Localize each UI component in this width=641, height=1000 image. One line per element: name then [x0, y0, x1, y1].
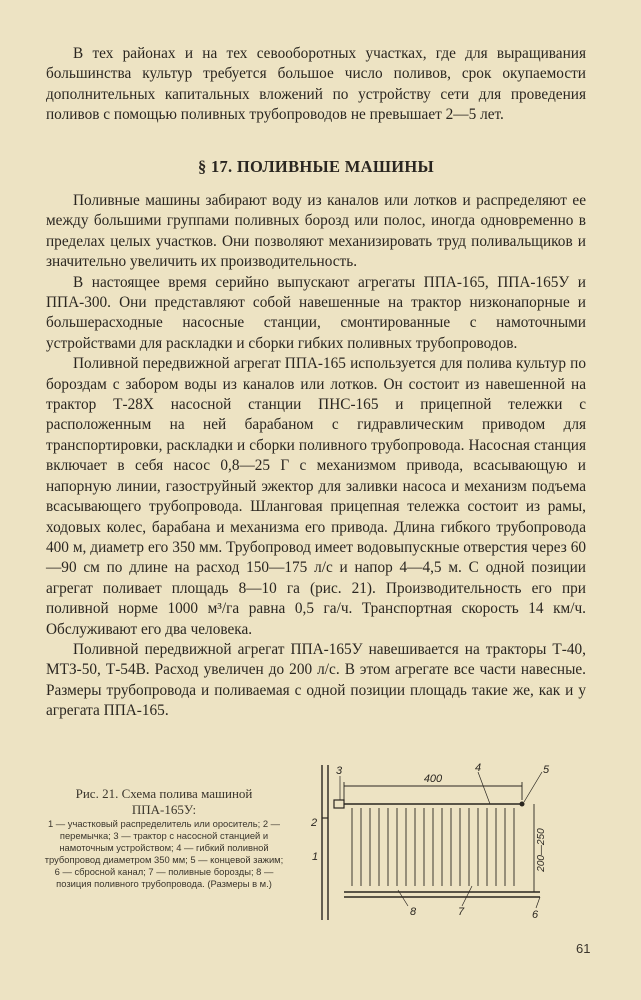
figure-caption-title: Рис. 21. Схема полива машиной	[75, 786, 253, 801]
figure-caption-subtitle: ППА-165У:	[131, 802, 197, 817]
leader-line-4	[478, 772, 490, 804]
intro-paragraph: В тех районах и на тех севооборотных участках, где для выращивания большинства культур требуется большое число поливов, срок окупаемости дополнительных капитальных вложений по устройству сети для проведения поливов с помощью поливных трубопроводов не превышает 2—5 лет.	[46, 45, 586, 124]
irrigation-diagram	[300, 760, 570, 920]
page-number: 61	[576, 941, 591, 956]
label-7: 7	[458, 906, 465, 918]
label-8: 8	[410, 906, 417, 918]
paragraph: Поливные машины забирают воду из каналов или лотков и распределяют ее между большими группами поливных борозд или полос, иногда одновременно в пределах целых участков. Они позволяют механизировать труд поливальщиков и значительно увеличить их производительность.	[46, 192, 586, 271]
body-text	[46, 191, 586, 722]
label-4: 4	[475, 762, 482, 774]
intro-text	[46, 44, 586, 126]
figure-legend: 1 — участковый распределитель или ороситель; 2 — перемычка; 3 — трактор с насосной станцией и намоточным устройством; 4 — гибкий поливной трубопровод диаметром 350 мм; 5 — концевой зажим; 6 — сбросной канал; 7 — поливные борозды; 8 — позиция поливного трубопровода. (Размеры в м.)	[44, 818, 284, 890]
figure-caption	[44, 786, 284, 818]
end-clamp-circle	[520, 802, 525, 807]
tractor-rect	[334, 800, 344, 808]
section-heading: § 17. ПОЛИВНЫЕ МАШИНЫ	[197, 157, 435, 176]
label-3: 3	[336, 765, 343, 777]
dimension-label-width: 200—250	[536, 828, 547, 872]
leader-line-5	[524, 772, 542, 802]
label-1: 1	[312, 851, 319, 863]
leader-line-7	[462, 886, 472, 906]
paragraph: В настоящее время серийно выпускают агрегаты ППА-165, ППА-165У и ППА-300. Они представляют собой навешенные на трактор низконапорные и большерасходные насосные станции, смонтированные с намоточными устройствами для раскладки и сборки гибких поливных трубопроводов.	[46, 273, 586, 352]
label-5: 5	[543, 764, 550, 776]
furrows-group	[352, 808, 514, 886]
dimension-label-length: 400	[423, 773, 443, 785]
paragraph: Поливной передвижной агрегат ППА-165У навешивается на тракторы Т-40, МТЗ-50, Т-54В. Расход увеличен до 200 л/с. В этом агрегате все части навесные. Размеры трубопровода и поливаемая с одной позиции площадь такие же, как и у агрегата ППА-165.	[46, 640, 586, 720]
label-6: 6	[532, 909, 539, 920]
leader-line-6	[536, 897, 540, 908]
label-2: 2	[311, 817, 318, 829]
paragraph: Поливной передвижной агрегат ППА-165 используется для полива культур по бороздам с забором воды из каналов или лотков. Он состоит из навешенной на трактор Т-28Х насосной станции ПНС-165 и прицепной тележки с расположенным на ней барабаном с гидравлическим приводом для транспортировки, раскладки и сборки поливного трубопровода. Насосная станция включает в себя насос 0,8—25 Г с механизмом привода, всасывающую и напорную линии, газоструйный эжектор для заливки насоса и механизм подъема всасывающего трубопровода. Шланговая прицепная тележка состоит из рамы, ходовых колес, барабана и механизма его привода. Длина гибкого трубопровода 400 м, диаметр его 350 мм. Трубопровод имеет водовыпускные отверстия через 60—90 см по длине на расход 150—175 л/с и напор 4—4,5 м. С одной позиции агрегат поливает площадь 8—10 га (рис. 21). Производительность его при поливной норме 1000 м³/га равна 0,5 га/ч. Транспортная скорость 14 км/ч. Обслуживают его два человека.	[46, 355, 586, 638]
